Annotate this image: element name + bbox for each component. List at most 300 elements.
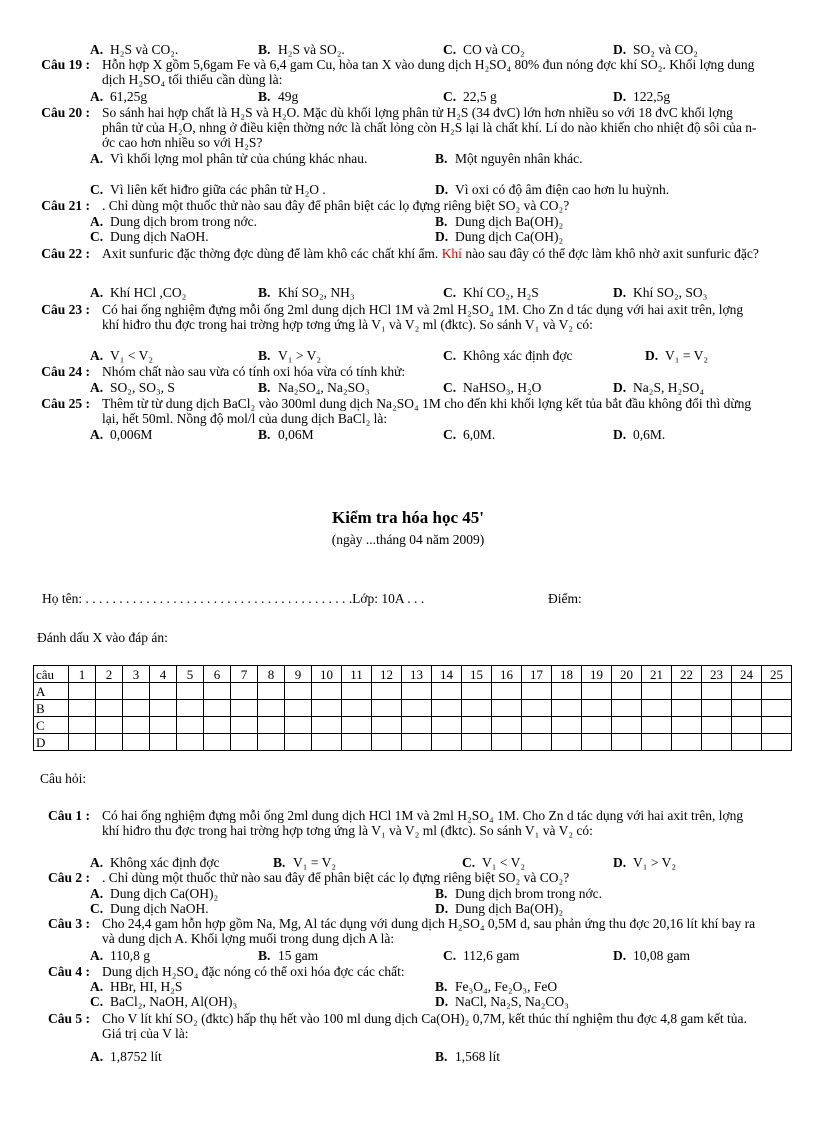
grid-question-number: 14 — [432, 666, 462, 683]
answer-cell[interactable] — [462, 734, 492, 751]
opt-letter: C. — [443, 89, 457, 104]
opt-letter: C. — [443, 380, 457, 395]
opt-letter: C. — [90, 182, 104, 197]
question-label: Câu 1 : — [47, 808, 90, 823]
text-part: Axit sunfuric đặc thờng đợc dùng để làm khô các chất khí ẩm. — [102, 246, 439, 261]
option-text: 15 gam — [278, 948, 319, 963]
answer-cell[interactable] — [150, 734, 177, 751]
opt-letter: D. — [613, 948, 627, 963]
question-text — [102, 246, 760, 261]
answer-cell[interactable] — [462, 717, 492, 734]
option-text: 22,5 g — [463, 89, 497, 104]
answer-cell[interactable] — [432, 734, 462, 751]
answer-cell[interactable] — [231, 717, 258, 734]
grid-question-number: 20 — [612, 666, 642, 683]
grid-question-number: 25 — [762, 666, 792, 683]
opt-letter: D. — [613, 855, 627, 870]
p2-options-ab — [40, 886, 780, 902]
answer-cell[interactable] — [732, 734, 762, 751]
grid-question-number: 23 — [702, 666, 732, 683]
option-text: Fe₃O₄, Fe₂O₃, FeO — [455, 979, 558, 994]
answer-cell[interactable] — [285, 683, 312, 700]
answer-cell[interactable] — [762, 683, 792, 700]
option-text: CO và CO₂ — [463, 42, 525, 57]
opt-letter: D. — [435, 994, 449, 1009]
answer-cell[interactable] — [672, 683, 702, 700]
answer-cell[interactable] — [204, 683, 231, 700]
question-text: Nhóm chất nào sau vừa có tính oxi hóa vừa có tính khử: — [102, 364, 406, 379]
answer-cell[interactable] — [732, 683, 762, 700]
answer-cell[interactable] — [492, 734, 522, 751]
answer-cell[interactable] — [402, 683, 432, 700]
answer-cell[interactable] — [123, 700, 150, 717]
option-text: Vì khối lợng mol phân tử của chúng khác nhau. — [110, 151, 368, 166]
opt-letter: D. — [613, 380, 627, 395]
opt-letter: C. — [443, 427, 457, 442]
answer-cell[interactable] — [522, 683, 552, 700]
opt-letter: C. — [90, 229, 104, 244]
answer-cell[interactable] — [69, 734, 96, 751]
answer-cell[interactable] — [177, 683, 204, 700]
answer-cell[interactable] — [432, 700, 462, 717]
option-text: Dung dịch Ca(OH)₂ — [455, 229, 564, 244]
question-5 — [40, 1011, 760, 1041]
p1-options — [40, 855, 780, 871]
answer-cell[interactable] — [96, 700, 123, 717]
q21-options-cd — [40, 229, 780, 245]
class-label: Lớp: — [352, 591, 379, 606]
opt-letter: B. — [435, 886, 448, 901]
option-text: Dung dịch brom trong nớc. — [455, 886, 602, 901]
opt-letter: A. — [90, 855, 104, 870]
answer-cell[interactable] — [123, 717, 150, 734]
opt-letter: B. — [435, 214, 448, 229]
question-21 — [40, 198, 760, 213]
p4-options-ab — [40, 979, 780, 995]
question-25 — [40, 396, 760, 426]
question-label: Câu 24 : — [41, 364, 90, 379]
opt-letter: D. — [435, 182, 449, 197]
grid-row-label: B — [34, 700, 69, 717]
question-label: Câu 21 : — [41, 198, 90, 213]
answer-cell[interactable] — [231, 700, 258, 717]
answer-cell[interactable] — [312, 700, 342, 717]
name-label: Họ tên: — [42, 591, 83, 606]
answer-cell[interactable] — [204, 734, 231, 751]
question-label: Câu 2 : — [47, 870, 90, 885]
q21-options-ab — [40, 214, 780, 230]
answer-cell[interactable] — [762, 734, 792, 751]
answer-cell[interactable] — [642, 717, 672, 734]
grid-question-number: 17 — [522, 666, 552, 683]
grid-question-number: 8 — [258, 666, 285, 683]
question-text: Dung dịch H₂SO₄ đặc nóng có thể oxi hóa đợc các chất: — [102, 964, 405, 979]
grid-question-number: 15 — [462, 666, 492, 683]
p4-options-cd — [40, 994, 780, 1010]
answer-cell[interactable] — [672, 700, 702, 717]
answer-cell[interactable] — [552, 683, 582, 700]
answer-cell[interactable] — [177, 717, 204, 734]
answer-cell[interactable] — [204, 700, 231, 717]
answer-cell[interactable] — [258, 683, 285, 700]
answer-cell[interactable] — [462, 683, 492, 700]
answer-cell[interactable] — [312, 683, 342, 700]
option-text: 10,08 gam — [633, 948, 690, 963]
answer-cell[interactable] — [732, 717, 762, 734]
opt-letter: D. — [613, 285, 627, 300]
answer-cell[interactable] — [612, 717, 642, 734]
grid-question-number: 2 — [96, 666, 123, 683]
grid-row-label: D — [34, 734, 69, 751]
answer-cell[interactable] — [522, 717, 552, 734]
question-4 — [40, 964, 760, 979]
question-2 — [40, 870, 760, 885]
option-text: 61,25g — [110, 89, 148, 104]
option-text: Khí HCl ,CO₂ — [110, 285, 187, 300]
option-text: V₁ > V₂ — [278, 348, 322, 363]
q20-options-cd — [40, 182, 780, 198]
opt-letter: B. — [258, 427, 271, 442]
option-text: NaHSO₃, H₂O — [463, 380, 542, 395]
option-text: SO₂, SO₃, S — [110, 380, 175, 395]
q25-options — [40, 427, 780, 443]
option-text: HBr, HI, H₂S — [110, 979, 183, 994]
option-text: Không xác định đợc — [463, 348, 573, 363]
answer-cell[interactable] — [702, 717, 732, 734]
option-text: 6,0M. — [463, 427, 496, 442]
answer-cell[interactable] — [582, 734, 612, 751]
answer-cell[interactable] — [582, 700, 612, 717]
option-text: Dung dịch NaOH. — [110, 901, 209, 916]
answer-cell[interactable] — [612, 683, 642, 700]
grid-question-number: 21 — [642, 666, 672, 683]
opt-letter: A. — [90, 427, 104, 442]
question-20 — [40, 105, 760, 150]
opt-letter: A. — [90, 380, 104, 395]
option-text: Khí SO₂, SO₃ — [633, 285, 708, 300]
option-text: 122,5g — [633, 89, 671, 104]
answer-cell[interactable] — [732, 700, 762, 717]
opt-letter: B. — [258, 380, 271, 395]
option-text: NaCl, Na₂S, Na₂CO₃ — [455, 994, 569, 1009]
opt-letter: C. — [443, 285, 457, 300]
answer-cell[interactable] — [402, 700, 432, 717]
grid-question-number: 11 — [342, 666, 372, 683]
grid-header-row — [34, 666, 792, 683]
option-text: V₁ < V₂ — [110, 348, 154, 363]
student-info — [42, 591, 424, 606]
answer-cell[interactable] — [402, 717, 432, 734]
answer-cell[interactable] — [582, 717, 612, 734]
answer-cell[interactable] — [552, 717, 582, 734]
q24-options — [40, 380, 780, 396]
answer-cell[interactable] — [492, 717, 522, 734]
answer-cell[interactable] — [342, 734, 372, 751]
option-text: Dung dịch Ba(OH)₂ — [455, 214, 564, 229]
opt-letter: B. — [435, 151, 448, 166]
opt-letter: A. — [90, 886, 104, 901]
opt-letter: B. — [258, 348, 271, 363]
answer-cell[interactable] — [492, 683, 522, 700]
option-text: Dung dịch brom trong nớc. — [110, 214, 257, 229]
question-text: Hỗn hợp X gồm 5,6gam Fe và 6,4 gam Cu, hòa tan X vào dung dịch H₂SO₄ 80% đun nóng đợc khí SO₂. Khối lợng dung dịch H₂SO₄ tối thiểu cần dùng là: — [102, 57, 755, 87]
opt-letter: B. — [258, 948, 271, 963]
answer-cell[interactable] — [342, 700, 372, 717]
question-text: Cho 24,4 gam hỗn hợp gồm Na, Mg, Al tác dụng với dung dịch H₂SO₄ 0,5M d, sau phản ứng thu đợc 20,16 lít khí bay ra và dung dịch A. Khối lợng muối trong dung dịch A là: — [102, 916, 756, 946]
q18-options — [40, 42, 780, 58]
opt-letter: D. — [613, 89, 627, 104]
answer-cell[interactable] — [96, 683, 123, 700]
opt-letter: A. — [90, 214, 104, 229]
question-22 — [40, 246, 760, 261]
p5-options — [40, 1049, 780, 1065]
grid-question-number: 19 — [582, 666, 612, 683]
option-text: Dung dịch Ba(OH)₂ — [455, 901, 564, 916]
option-text: Na₂SO₄, Na₂SO₃ — [278, 380, 370, 395]
option-text: 1,568 lít — [455, 1049, 501, 1064]
question-label: Câu 25 : — [41, 396, 90, 411]
answer-cell[interactable] — [342, 683, 372, 700]
option-text: Na₂S, H₂SO₄ — [633, 380, 705, 395]
answer-cell[interactable] — [372, 734, 402, 751]
option-text: Vì liên kết hiđro giữa các phân tử H₂O . — [110, 182, 326, 197]
answer-cell[interactable] — [123, 734, 150, 751]
answer-cell[interactable] — [258, 734, 285, 751]
grid-answer-row — [34, 734, 792, 751]
grid-answer-row — [34, 717, 792, 734]
q23-options — [40, 348, 780, 364]
answer-cell[interactable] — [462, 700, 492, 717]
score-label: Điểm: — [548, 591, 582, 606]
opt-letter: A. — [90, 948, 104, 963]
answer-cell[interactable] — [231, 734, 258, 751]
q22-options — [40, 285, 780, 301]
answer-cell[interactable] — [342, 717, 372, 734]
highlighted-word: Khí — [441, 246, 462, 261]
grid-question-number: 24 — [732, 666, 762, 683]
opt-letter: B. — [435, 1049, 448, 1064]
answer-cell[interactable] — [612, 734, 642, 751]
answer-cell[interactable] — [285, 717, 312, 734]
option-text: V₁ = V₂ — [293, 855, 337, 870]
questions-heading: Câu hỏi: — [40, 771, 87, 786]
option-text: SO₂ và CO₂ — [633, 42, 698, 57]
opt-letter: A. — [90, 151, 104, 166]
opt-letter: A. — [90, 285, 104, 300]
answer-cell[interactable] — [432, 683, 462, 700]
question-label: Câu 3 : — [47, 916, 90, 931]
p3-options — [40, 948, 780, 964]
opt-letter: C. — [90, 901, 104, 916]
option-text: H₂S và CO₂. — [110, 42, 179, 57]
question-label: Câu 23 : — [41, 302, 90, 317]
question-19 — [40, 57, 760, 87]
answer-cell[interactable] — [552, 700, 582, 717]
grid-question-number: 3 — [123, 666, 150, 683]
answer-cell[interactable] — [492, 700, 522, 717]
opt-letter: A. — [90, 1049, 104, 1064]
question-1 — [40, 808, 760, 838]
answer-cell[interactable] — [150, 717, 177, 734]
option-text: Một nguyên nhân khác. — [455, 151, 583, 166]
opt-letter: C. — [443, 42, 457, 57]
question-text: . Chỉ dùng một thuốc thử nào sau đây để phân biệt các lọ đựng riêng biệt SO₂ và CO₂? — [102, 198, 570, 213]
p2-options-cd — [40, 901, 780, 917]
option-text: 110,8 g — [110, 948, 150, 963]
grid-question-number: 16 — [492, 666, 522, 683]
opt-letter: B. — [258, 42, 271, 57]
option-text: 49g — [278, 89, 299, 104]
answer-cell[interactable] — [96, 734, 123, 751]
answer-cell[interactable] — [69, 683, 96, 700]
answer-cell[interactable] — [702, 683, 732, 700]
answer-cell[interactable] — [642, 700, 672, 717]
answer-cell[interactable] — [612, 700, 642, 717]
answer-cell[interactable] — [258, 717, 285, 734]
answer-cell[interactable] — [69, 700, 96, 717]
option-text: 0,006M — [110, 427, 153, 442]
answer-cell[interactable] — [177, 700, 204, 717]
option-text: V₁ > V₂ — [633, 855, 677, 870]
answer-cell[interactable] — [372, 700, 402, 717]
answer-cell[interactable] — [69, 717, 96, 734]
q20-options-ab — [40, 151, 780, 167]
question-3 — [40, 916, 760, 946]
answer-grid — [33, 665, 792, 751]
opt-letter: A. — [90, 89, 104, 104]
answer-cell[interactable] — [522, 734, 552, 751]
grid-question-number: 4 — [150, 666, 177, 683]
answer-cell[interactable] — [432, 717, 462, 734]
opt-letter: A. — [90, 348, 104, 363]
grid-question-number: 5 — [177, 666, 204, 683]
grid-question-number: 12 — [372, 666, 402, 683]
answer-cell[interactable] — [96, 717, 123, 734]
question-text: Có hai ống nghiệm đựng mỗi ống 2ml dung dịch HCl 1M và 2ml H₂SO₄ 1M. Cho Zn d tác dụng với hai axit trên, lợng khí hiđro thu đợc trong hai trờng hợp tơng ứng là V₁ và V₂ ml (đktc). So sánh V₁ và V₂ có: — [102, 302, 744, 332]
opt-letter: D. — [435, 901, 449, 916]
option-text: 0,6M. — [633, 427, 666, 442]
q19-options — [40, 89, 780, 105]
answer-cell[interactable] — [285, 734, 312, 751]
answer-cell[interactable] — [702, 700, 732, 717]
answer-cell[interactable] — [150, 700, 177, 717]
opt-letter: C. — [443, 948, 457, 963]
answer-cell[interactable] — [258, 700, 285, 717]
opt-letter: A. — [90, 979, 104, 994]
answer-cell[interactable] — [402, 734, 432, 751]
grid-question-number: 7 — [231, 666, 258, 683]
grid-answer-row — [34, 683, 792, 700]
option-text: 1,8752 lít — [110, 1049, 162, 1064]
opt-letter: D. — [613, 42, 627, 57]
opt-letter: D. — [645, 348, 659, 363]
page-title: Kiểm tra hóa học 45' — [331, 508, 485, 527]
opt-letter: D. — [435, 229, 449, 244]
answer-cell[interactable] — [672, 734, 702, 751]
option-text: V₁ = V₂ — [665, 348, 709, 363]
answer-cell[interactable] — [204, 717, 231, 734]
grid-question-number: 1 — [69, 666, 96, 683]
grid-answer-row — [34, 700, 792, 717]
option-text: Dung dịch NaOH. — [110, 229, 209, 244]
question-text: Cho V lít khí SO₂ (đktc) hấp thụ hết vào 100 ml dung dịch Ca(OH)₂ 0,7M, kết thúc thí nghiệm thu đợc 4,8 gam kết tủa. Giá trị của V là: — [102, 1011, 747, 1041]
option-text: Khí CO₂, H₂S — [463, 285, 539, 300]
answer-cell[interactable] — [372, 717, 402, 734]
question-text: Thêm từ từ dung dịch BaCl₂ vào 300ml dung dịch Na₂SO₄ 1M cho đến khi khối lợng kết tủa bắt đầu không đổi thì dừng lại, hết 50ml. Nồng độ mol/l của dung dịch BaCl₂ là: — [102, 396, 752, 426]
grid-question-number: 22 — [672, 666, 702, 683]
answer-cell[interactable] — [552, 734, 582, 751]
opt-letter: B. — [258, 89, 271, 104]
question-label: Câu 20 : — [41, 105, 90, 120]
answer-cell[interactable] — [762, 700, 792, 717]
option-text: H₂S và SO₂. — [278, 42, 345, 57]
answer-cell[interactable] — [285, 700, 312, 717]
grid-row-label: C — [34, 717, 69, 734]
grid-question-number: 9 — [285, 666, 312, 683]
option-text: Khí SO₂, NH₃ — [278, 285, 355, 300]
opt-letter: A. — [90, 42, 104, 57]
opt-letter: B. — [273, 855, 286, 870]
text-part: nào sau đây có thể đợc làm khô nhờ axit sunfuric đặc? — [465, 246, 759, 261]
grid-question-number: 13 — [402, 666, 432, 683]
name-field[interactable]: . . . . . . . . . . . . . . . . . . . . . . . . . . . . . . . . . . . . . . . . — [85, 591, 353, 606]
grid-question-number: 10 — [312, 666, 342, 683]
option-text: Không xác định đợc — [110, 855, 220, 870]
option-text: BaCl₂, NaOH, Al(OH)₃ — [110, 994, 238, 1009]
opt-letter: C. — [443, 348, 457, 363]
answer-cell[interactable] — [177, 734, 204, 751]
question-24 — [40, 364, 760, 379]
grid-corner: câu — [34, 666, 69, 683]
opt-letter: B. — [435, 979, 448, 994]
question-text: So sánh hai hợp chất là H₂S và H₂O. Mặc dù khối lợng phân tử H₂S (34 đvC) lớn hơn nhiều so với 18 đvC khối lợng phân tử của H₂O, nhng ở điều kiện thờng nớc là chất lỏng còn H₂S lại là chất khí. Lí do nào khiến cho nhiệt độ sôi của nớc cao hơn nhiều so với H₂S? — [102, 105, 757, 150]
answer-cell[interactable] — [150, 683, 177, 700]
answer-cell[interactable] — [522, 700, 552, 717]
question-text: Có hai ống nghiệm đựng mỗi ống 2ml dung dịch HCl 1M và 2ml H₂SO₄ 1M. Cho Zn d tác dụng với hai axit trên, lợng khí hiđro thu đợc trong hai trờng hợp tơng ứng là V₁ và V₂ ml (đktc). So sánh V₁ và V₂ có: — [102, 808, 744, 838]
question-text: . Chỉ dùng một thuốc thử nào sau đây để phân biệt các lọ đựng riêng biệt SO₂ và CO₂? — [102, 870, 570, 885]
answer-cell[interactable] — [642, 683, 672, 700]
answer-cell[interactable] — [762, 717, 792, 734]
opt-letter: D. — [613, 427, 627, 442]
question-23 — [40, 302, 760, 332]
answer-cell[interactable] — [642, 734, 672, 751]
opt-letter: C. — [462, 855, 476, 870]
grid-row-label: A — [34, 683, 69, 700]
answer-cell[interactable] — [672, 717, 702, 734]
answer-cell[interactable] — [312, 717, 342, 734]
option-text: 112,6 gam — [463, 948, 520, 963]
answer-cell[interactable] — [582, 683, 612, 700]
opt-letter: C. — [90, 994, 104, 1009]
option-text: V₁ < V₂ — [482, 855, 526, 870]
question-label: Câu 4 : — [47, 964, 90, 979]
answer-cell[interactable] — [231, 683, 258, 700]
question-label: Câu 5 : — [47, 1011, 90, 1026]
answer-cell[interactable] — [372, 683, 402, 700]
answer-cell[interactable] — [123, 683, 150, 700]
grid-question-number: 6 — [204, 666, 231, 683]
instruction: Đánh dấu X vào đáp án: — [37, 630, 168, 645]
answer-cell[interactable] — [312, 734, 342, 751]
class-value[interactable]: 10A . . . — [381, 591, 425, 606]
grid-question-number: 18 — [552, 666, 582, 683]
question-label: Câu 22 : — [41, 246, 90, 261]
question-label: Câu 19 : — [41, 57, 90, 72]
option-text: Dung dịch Ca(OH)₂ — [110, 886, 219, 901]
exam-date: (ngày ...tháng 04 năm 2009) — [331, 532, 485, 547]
answer-cell[interactable] — [702, 734, 732, 751]
option-text: 0,06M — [278, 427, 314, 442]
